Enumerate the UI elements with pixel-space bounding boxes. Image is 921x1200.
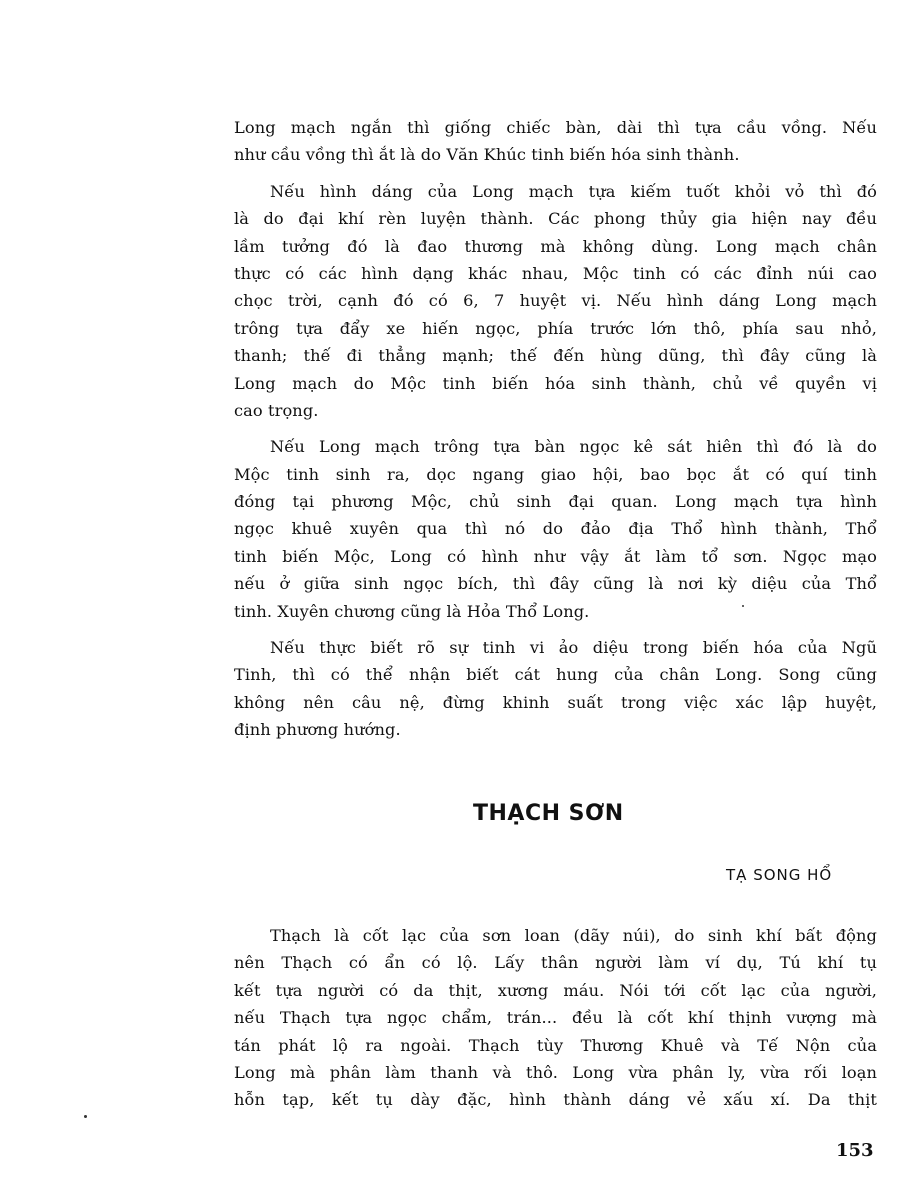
text-line: tinh. Xuyên chương cũng là Hỏa Thổ Long.	[234, 601, 590, 621]
text-line: nên Thạch có ẩn có lộ. Lấy thân người làm ví dụ, Tú khí tụ	[234, 953, 877, 973]
text-line: tinh biến Mộc, Long có hình như vậy ắt làm tổ sơn. Ngọc mạo	[234, 546, 877, 566]
text-line: Nếu Long mạch trông tựa bàn ngọc kê sát hiên thì đó là do	[270, 437, 877, 457]
text-line: ngọc khuê xuyên qua thì nó do đảo địa Thổ hình thành, Thổ	[234, 519, 877, 539]
text-line: Thạch là cốt lạc của sơn loan (dãy núi), do sinh khí bất động	[270, 926, 877, 945]
page-number: 153	[836, 1140, 874, 1161]
scan-speck	[84, 1115, 87, 1118]
paragraph	[234, 634, 877, 744]
text-line: lầm tưởng đó là đao thương mà không dùng. Long mạch chân	[234, 236, 877, 256]
paragraph	[234, 178, 877, 425]
text-line: Mộc tinh sinh ra, dọc ngang giao hội, bao bọc ắt có quí tinh	[234, 464, 877, 484]
text-line: hỗn tạp, kết tụ dày đặc, hình thành dáng vẻ xấu xí. Da thịt	[234, 1090, 877, 1110]
text-line: trông tựa đẩy xe hiến ngọc, phía trước lớn thô, phía sau nhỏ,	[234, 318, 877, 338]
text-line: không nên câu nệ, đừng khinh suất trong việc xác lập huyệt,	[234, 692, 877, 712]
text-line: cao trọng.	[234, 400, 319, 420]
paragraph	[234, 114, 877, 169]
text-line: như cầu vồng thì ắt là do Văn Khúc tinh biến hóa sinh thành.	[234, 145, 740, 165]
text-line: Long mạch do Mộc tinh biến hóa sinh thành, chủ về quyền vị	[234, 373, 877, 393]
text-line: là do đại khí rèn luyện thành. Các phong thủy gia hiện nay đều	[234, 209, 877, 229]
chapter-author: TẠ SONG HỔ	[726, 866, 833, 884]
text-line: nếu Thạch tựa ngọc chẩm, trán... đều là cốt khí thịnh vượng mà	[234, 1008, 877, 1028]
scan-speck	[742, 605, 744, 607]
text-line: thanh; thế đi thẳng mạnh; thế đến hùng dũng, thì đây cũng là	[234, 346, 877, 366]
chapter-title: THẠCH SƠN	[473, 801, 624, 826]
paragraph	[234, 922, 877, 1114]
text-line: Long mạch ngắn thì giống chiếc bàn, dài thì tựa cầu vồng. Nếu	[234, 118, 877, 137]
text-line: đóng tại phương Mộc, chủ sinh đại quan. Long mạch tựa hình	[234, 492, 877, 512]
text-line: Nếu hình dáng của Long mạch tựa kiếm tuốt khỏi vỏ thì đó	[270, 181, 877, 201]
paragraph	[234, 433, 877, 625]
chapter-body	[234, 922, 877, 1123]
text-line: Nếu thực biết rõ sự tinh vi ảo diệu trong biến hóa của Ngũ	[270, 638, 877, 658]
text-line: định phương hướng.	[234, 720, 401, 740]
text-line: chọc trời, cạnh đó có 6, 7 huyệt vị. Nếu hình dáng Long mạch	[234, 291, 877, 311]
text-line: Tinh, thì có thể nhận biết cát hung của chân Long. Song cũng	[234, 665, 877, 685]
text-line: nếu ở giữa sinh ngọc bích, thì đây cũng là nơi kỳ diệu của Thổ	[234, 574, 877, 594]
text-line: kết tựa người có da thịt, xương máu. Nói tới cốt lạc của người,	[234, 980, 877, 1000]
continued-text	[234, 114, 877, 753]
text-line: tán phát lộ ra ngoài. Thạch tùy Thương Khuê và Tế Nộn của	[234, 1035, 877, 1055]
text-line: thực có các hình dạng khác nhau, Mộc tinh có các đỉnh núi cao	[234, 263, 877, 283]
text-line: Long mà phân làm thanh và thô. Long vừa phân ly, vừa rối loạn	[234, 1062, 877, 1082]
